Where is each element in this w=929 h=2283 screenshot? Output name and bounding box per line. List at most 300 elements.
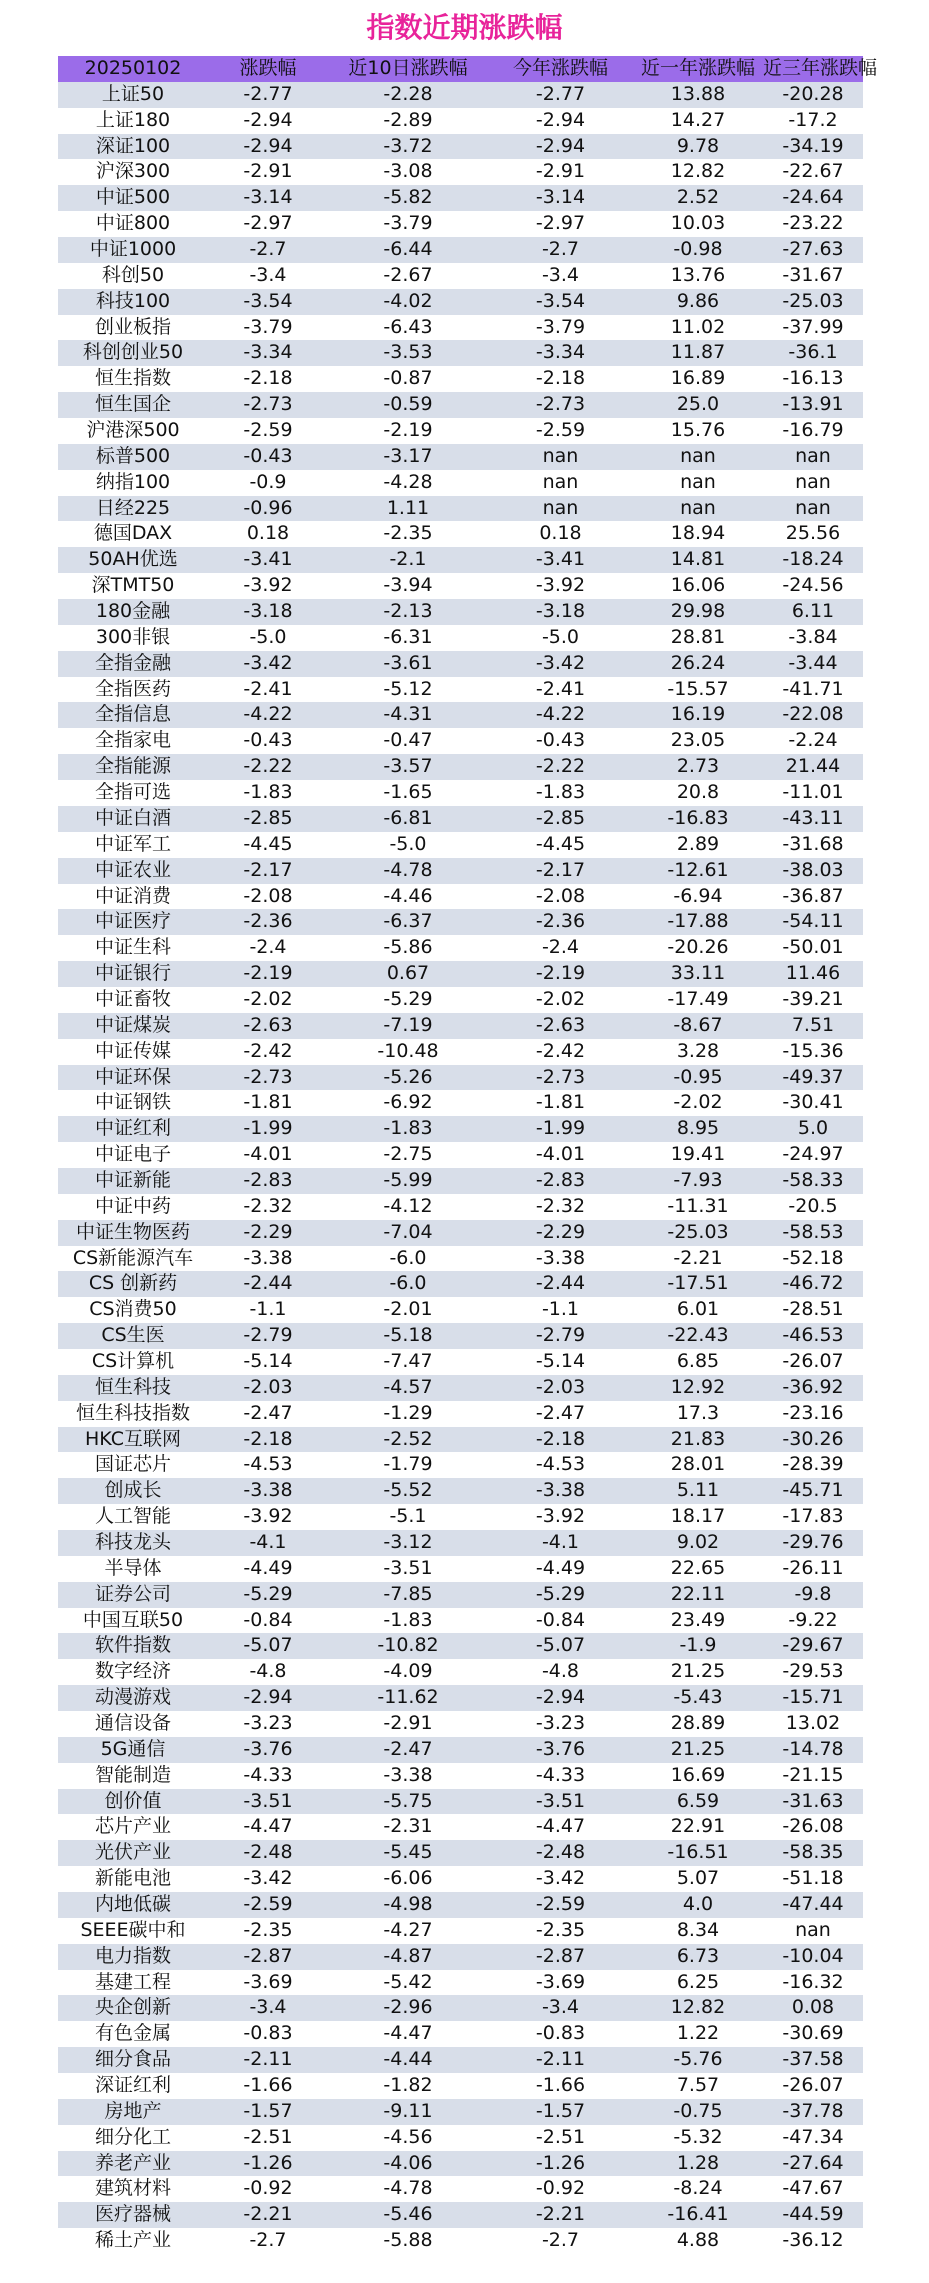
value-cell: -2.96 [383, 1996, 433, 2019]
value-cell: nan [542, 496, 579, 519]
value-cell: -5.0 [389, 832, 427, 855]
table-row [58, 1737, 863, 1763]
value-cell: -0.9 [249, 470, 287, 493]
index-name-cell: 中证医疗 [94, 910, 171, 933]
table-row [58, 1297, 863, 1323]
index-name-cell: 数字经济 [94, 1660, 171, 1683]
value-cell: -0.43 [243, 729, 293, 752]
value-cell: -1.26 [535, 2151, 586, 2174]
value-cell: nan [795, 1918, 831, 1941]
value-cell: -2.47 [243, 1401, 293, 1424]
value-cell: -2.87 [243, 1944, 293, 1967]
index-name-cell: 人工智能 [94, 1505, 171, 1528]
value-cell: -3.34 [243, 341, 293, 364]
value-cell: -0.47 [383, 729, 433, 752]
value-cell: -2.73 [535, 1065, 586, 1088]
value-cell: -2.48 [535, 1841, 586, 1864]
value-cell: -36.92 [782, 1375, 844, 1398]
index-name-cell: 中证军工 [94, 832, 171, 855]
value-cell: nan [680, 470, 716, 493]
value-cell: 0.18 [539, 522, 582, 545]
value-cell: -5.75 [383, 1789, 433, 1812]
value-cell: -43.11 [782, 806, 844, 829]
value-cell: -2.94 [243, 108, 293, 131]
value-cell: -1.66 [243, 2074, 293, 2097]
index-name-cell: 中证消费 [94, 884, 171, 907]
value-cell: -54.11 [782, 910, 844, 933]
value-cell: -3.53 [383, 341, 433, 364]
value-cell: -2.36 [535, 910, 586, 933]
value-cell: 10.03 [670, 212, 726, 235]
value-cell: -2.47 [383, 1737, 433, 1760]
value-cell: -3.76 [243, 1737, 293, 1760]
value-cell: -3.4 [249, 1996, 287, 2019]
value-cell: -4.12 [383, 1194, 433, 1217]
value-cell: 21.44 [785, 755, 841, 778]
value-cell: -2.36 [243, 910, 293, 933]
value-cell: -4.98 [383, 1893, 433, 1916]
value-cell: nan [680, 444, 716, 467]
table-row [58, 987, 863, 1013]
value-cell: -2.77 [535, 82, 586, 105]
value-cell: -1.83 [535, 781, 586, 804]
value-cell: -2.67 [383, 263, 433, 286]
value-cell: -2.85 [243, 806, 293, 829]
index-name-cell: 沪港深500 [86, 419, 180, 442]
value-cell: -27.64 [782, 2151, 844, 2174]
index-name-cell: 中国互联50 [82, 1608, 184, 1631]
value-cell: -3.54 [535, 289, 586, 312]
value-cell: -22.67 [782, 160, 844, 183]
index-name-cell: 通信设备 [94, 1712, 171, 1734]
value-cell: 6.73 [676, 1944, 720, 1967]
table-row [58, 1168, 863, 1194]
value-cell: 28.89 [670, 1712, 726, 1734]
value-cell: -7.93 [673, 1168, 723, 1191]
value-cell: -1.83 [383, 1117, 433, 1140]
table-row [58, 1323, 863, 1349]
value-cell: -2.59 [535, 1893, 586, 1916]
index-name-cell: 中证中药 [94, 1194, 171, 1217]
value-cell: -3.17 [383, 444, 433, 467]
value-cell: -2.97 [535, 212, 586, 235]
value-cell: -4.33 [535, 1763, 586, 1786]
value-cell: -2.22 [243, 755, 293, 778]
index-name-cell: CS新能源汽车 [72, 1246, 194, 1269]
value-cell: -1.81 [535, 1091, 586, 1114]
index-name-cell: CS计算机 [91, 1349, 175, 1372]
value-cell: 5.0 [797, 1117, 829, 1140]
value-cell: 21.25 [670, 1660, 726, 1683]
table-row [58, 935, 863, 961]
value-cell: -51.18 [782, 1867, 844, 1890]
value-cell: -2.79 [535, 1324, 586, 1347]
value-cell: -2.94 [535, 108, 586, 131]
value-cell: -6.37 [383, 910, 433, 933]
value-cell: 25.56 [785, 522, 841, 545]
table-row [58, 547, 863, 573]
column-header: 近10日涨跌幅 [348, 57, 468, 79]
index-name-cell: 全指可选 [94, 781, 171, 804]
value-cell: -8.67 [673, 1013, 723, 1036]
value-cell: -41.71 [782, 677, 844, 700]
value-cell: -25.03 [667, 1220, 729, 1243]
index-name-cell: 科创创业50 [82, 341, 184, 364]
table-row [58, 1349, 863, 1375]
index-name-cell: 电力指数 [94, 1944, 171, 1967]
value-cell: -0.98 [673, 238, 723, 261]
value-cell: -39.21 [782, 987, 844, 1010]
value-cell: -1.83 [383, 1608, 433, 1631]
table-row [58, 651, 863, 677]
index-name-cell: CS生医 [101, 1324, 165, 1347]
value-cell: -2.31 [383, 1815, 433, 1838]
value-cell: -3.44 [788, 651, 838, 674]
value-cell: -2.7 [541, 238, 580, 261]
value-cell: -2.02 [673, 1091, 723, 1114]
value-cell: 19.41 [670, 1143, 726, 1166]
table-row [58, 573, 863, 599]
table-row [58, 1970, 863, 1996]
value-cell: 11.46 [785, 962, 841, 985]
value-cell: -31.63 [782, 1789, 844, 1812]
value-cell: -6.0 [389, 1246, 427, 1269]
value-cell: -46.53 [782, 1324, 844, 1347]
index-name-cell: 稀土产业 [94, 2229, 171, 2252]
table-row [58, 2099, 863, 2125]
value-cell: -3.42 [535, 1867, 586, 1890]
table-row [58, 1039, 863, 1065]
index-name-cell: 中证新能 [94, 1168, 171, 1191]
index-name-cell: HKC互联网 [85, 1427, 181, 1450]
value-cell: -5.29 [535, 1582, 586, 1605]
value-cell: -3.72 [383, 134, 433, 157]
value-cell: -2.18 [535, 367, 586, 390]
value-cell: 17.3 [676, 1401, 720, 1424]
value-cell: -27.63 [782, 238, 844, 261]
value-cell: -58.53 [782, 1220, 844, 1243]
value-cell: -4.8 [541, 1660, 580, 1683]
value-cell: -36.12 [782, 2229, 844, 2252]
value-cell: -2.51 [243, 2125, 293, 2148]
index-name-cell: 房地产 [104, 2099, 162, 2122]
value-cell: 8.34 [676, 1918, 720, 1941]
value-cell: -24.64 [782, 186, 844, 209]
value-cell: 16.69 [670, 1763, 726, 1786]
value-cell: -26.07 [782, 1349, 844, 1372]
column-header: 今年涨跌幅 [512, 57, 608, 79]
value-cell: -5.14 [535, 1349, 586, 1372]
index-name-cell: 科创50 [101, 263, 165, 286]
value-cell: -20.5 [788, 1194, 838, 1217]
value-cell: -2.59 [535, 419, 586, 442]
value-cell: -5.88 [383, 2229, 433, 2252]
value-cell: -1.65 [383, 781, 433, 804]
value-cell: -6.94 [673, 884, 723, 907]
value-cell: 21.25 [670, 1737, 726, 1760]
value-cell: -2.83 [535, 1168, 586, 1191]
index-name-cell: 5G通信 [100, 1737, 166, 1760]
value-cell: 13.76 [670, 263, 726, 286]
value-cell: -49.37 [782, 1065, 844, 1088]
value-cell: -5.82 [383, 186, 433, 209]
value-cell: -2.13 [383, 600, 433, 623]
index-name-cell: 创业板指 [94, 315, 171, 338]
index-name-cell: 全指医药 [94, 677, 171, 700]
value-cell: -29.53 [782, 1660, 844, 1683]
value-cell: -3.12 [383, 1530, 433, 1553]
value-cell: -3.92 [243, 574, 293, 597]
value-cell: -3.41 [243, 548, 293, 571]
value-cell: -0.84 [243, 1608, 293, 1631]
value-cell: -2.47 [535, 1401, 586, 1424]
value-cell: -0.92 [535, 2177, 586, 2200]
value-cell: 16.19 [670, 703, 726, 726]
table-row [58, 1220, 863, 1246]
value-cell: -17.88 [667, 910, 729, 933]
table-row [58, 315, 863, 341]
value-cell: -2.73 [243, 1065, 293, 1088]
table-row [58, 909, 863, 935]
value-cell: -17.83 [782, 1505, 844, 1528]
value-cell: -2.42 [243, 1039, 293, 1062]
value-cell: -2.17 [535, 858, 586, 881]
value-cell: -2.21 [673, 1246, 723, 1269]
index-name-cell: 证券公司 [94, 1582, 171, 1605]
index-name-cell: 科技龙头 [94, 1530, 171, 1553]
value-cell: -2.41 [535, 677, 586, 700]
value-cell: -10.04 [782, 1944, 844, 1967]
table-row [58, 1944, 863, 1970]
value-cell: -6.0 [389, 1272, 427, 1295]
table-row [58, 1375, 863, 1401]
value-cell: -4.44 [383, 2048, 433, 2071]
table-row [58, 2021, 863, 2047]
value-cell: nan [795, 496, 831, 519]
value-cell: -2.41 [243, 677, 293, 700]
value-cell: 25.0 [676, 393, 720, 416]
table-row [58, 1246, 863, 1272]
value-cell: -5.26 [383, 1065, 433, 1088]
table-row [58, 858, 863, 884]
value-cell: -20.26 [667, 936, 729, 959]
value-cell: -1.29 [383, 1401, 433, 1424]
value-cell: -45.71 [782, 1479, 844, 1502]
table-row [58, 2073, 863, 2099]
value-cell: -2.18 [243, 367, 293, 390]
value-cell: -7.04 [383, 1220, 433, 1243]
index-name-cell: 纳指100 [95, 470, 171, 493]
value-cell: -2.63 [243, 1013, 293, 1036]
table-row [58, 185, 863, 211]
table-row [58, 2151, 863, 2177]
table-row [58, 1013, 863, 1039]
value-cell: -9.8 [794, 1582, 832, 1605]
value-cell: -23.22 [782, 212, 844, 235]
value-cell: -1.26 [243, 2151, 293, 2174]
value-cell: -2.03 [243, 1375, 293, 1398]
value-cell: 22.11 [670, 1582, 726, 1605]
value-cell: -28.39 [782, 1453, 844, 1476]
value-cell: -4.27 [383, 1918, 433, 1941]
table-row [58, 806, 863, 832]
value-cell: -4.01 [243, 1143, 293, 1166]
value-cell: -2.1 [389, 548, 427, 571]
table-row [58, 1582, 863, 1608]
table-row [58, 1271, 863, 1297]
value-cell: 12.92 [670, 1375, 726, 1398]
value-cell: -26.11 [782, 1556, 844, 1579]
value-cell: -1.66 [535, 2074, 586, 2097]
value-cell: -2.18 [535, 1427, 586, 1450]
value-cell: -2.02 [535, 987, 586, 1010]
table-row [58, 2047, 863, 2073]
index-name-cell: 恒生国企 [94, 393, 171, 416]
value-cell: -12.61 [667, 858, 729, 881]
table-row [58, 1633, 863, 1659]
index-name-cell: 中证500 [95, 186, 171, 209]
value-cell: -3.08 [383, 160, 433, 183]
value-cell: 6.01 [676, 1298, 720, 1321]
index-name-cell: 软件指数 [94, 1634, 171, 1657]
index-name-cell: 新能电池 [94, 1867, 171, 1890]
value-cell: -2.19 [243, 962, 293, 985]
value-cell: -5.45 [383, 1841, 433, 1864]
value-cell: -5.86 [383, 936, 433, 959]
value-cell: -4.49 [535, 1556, 586, 1579]
value-cell: -3.54 [243, 289, 293, 312]
value-cell: -23.16 [782, 1401, 844, 1424]
index-name-cell: 中证传媒 [94, 1039, 171, 1062]
table-row [58, 1530, 863, 1556]
table-body [58, 82, 863, 2254]
value-cell: -2.02 [243, 987, 293, 1010]
value-cell: -3.18 [243, 600, 293, 623]
value-cell: -2.01 [383, 1298, 433, 1321]
value-cell: -2.48 [243, 1841, 293, 1864]
value-cell: 9.78 [676, 134, 720, 157]
value-cell: 2.52 [676, 186, 720, 209]
value-cell: 5.07 [676, 1867, 720, 1890]
value-cell: -22.08 [782, 703, 844, 726]
value-cell: -6.81 [383, 806, 433, 829]
index-name-cell: 德国DAX [93, 522, 173, 545]
value-cell: 28.01 [670, 1453, 726, 1476]
table-row [58, 521, 863, 547]
value-cell: -7.19 [383, 1013, 433, 1036]
value-cell: 22.91 [670, 1815, 726, 1838]
table-row [58, 1194, 863, 1220]
table-row [58, 1789, 863, 1815]
value-cell: -29.76 [782, 1530, 844, 1553]
table-header-row [58, 56, 878, 82]
value-cell: -58.35 [782, 1841, 844, 1864]
index-name-cell: 基建工程 [94, 1970, 171, 1993]
value-cell: -16.13 [782, 367, 844, 390]
value-cell: -1.81 [243, 1091, 293, 1114]
value-cell: -24.56 [782, 574, 844, 597]
index-name-cell: 智能制造 [94, 1763, 171, 1786]
index-name-cell: 沪深300 [95, 160, 171, 183]
value-cell: 11.87 [670, 341, 726, 364]
index-name-cell: 中证800 [95, 212, 171, 235]
value-cell: -58.33 [782, 1168, 844, 1191]
table-row [58, 2125, 863, 2151]
value-cell: 18.17 [670, 1505, 726, 1528]
table-row [58, 677, 863, 703]
index-name-cell: 全指家电 [94, 729, 171, 752]
value-cell: -2.94 [243, 1686, 293, 1709]
index-name-cell: 中证生物医药 [75, 1220, 190, 1243]
table-row [58, 1556, 863, 1582]
value-cell: 8.95 [676, 1117, 720, 1140]
index-name-cell: 创成长 [104, 1479, 162, 1502]
value-cell: -2.73 [535, 393, 586, 416]
value-cell: -26.07 [782, 2074, 844, 2097]
value-cell: -2.7 [541, 2229, 580, 2252]
value-cell: -3.92 [535, 1505, 586, 1528]
table-row [58, 108, 863, 134]
value-cell: -3.23 [535, 1712, 586, 1734]
table-row [58, 728, 863, 754]
value-cell: -2.24 [788, 729, 838, 752]
value-cell: -15.36 [782, 1039, 844, 1062]
index-name-cell: SEEE碳中和 [80, 1918, 186, 1941]
value-cell: -4.09 [383, 1660, 433, 1683]
index-name-cell: 细分化工 [94, 2125, 171, 2148]
value-cell: -5.29 [383, 987, 433, 1010]
value-cell: -3.38 [243, 1479, 293, 1502]
value-cell: -2.4 [541, 936, 580, 959]
value-cell: -2.51 [535, 2125, 586, 2148]
index-name-cell: 创价值 [104, 1789, 162, 1812]
table-row [58, 366, 863, 392]
value-cell: -4.1 [541, 1530, 580, 1553]
value-cell: 6.59 [676, 1789, 720, 1812]
value-cell: -0.92 [243, 2177, 293, 2200]
index-name-cell: 中证白酒 [94, 806, 171, 829]
value-cell: -4.01 [535, 1143, 586, 1166]
value-cell: -25.03 [782, 289, 844, 312]
value-cell: -4.56 [383, 2125, 433, 2148]
value-cell: -3.38 [383, 1763, 433, 1786]
value-cell: -29.67 [782, 1634, 844, 1657]
value-cell: -1.83 [243, 781, 293, 804]
value-cell: 3.28 [676, 1039, 720, 1062]
value-cell: -4.31 [383, 703, 433, 726]
table-row [58, 754, 863, 780]
table-row [58, 1142, 863, 1168]
value-cell: -2.91 [535, 160, 586, 183]
index-name-cell: 中证畜牧 [94, 987, 171, 1010]
value-cell: -5.52 [383, 1479, 433, 1502]
value-cell: -2.79 [243, 1324, 293, 1347]
value-cell: -37.99 [782, 315, 844, 338]
value-cell: -3.23 [243, 1712, 293, 1734]
value-cell: 2.73 [676, 755, 720, 778]
value-cell: -9.11 [383, 2099, 433, 2122]
table-row [58, 82, 863, 108]
value-cell: -1.1 [541, 1298, 580, 1321]
index-name-cell: 细分食品 [94, 2048, 171, 2071]
table-row [58, 832, 863, 858]
value-cell: -4.33 [243, 1763, 293, 1786]
value-cell: 13.88 [670, 82, 726, 105]
value-cell: -2.94 [535, 134, 586, 157]
value-cell: -5.99 [383, 1168, 433, 1191]
value-cell: -5.12 [383, 677, 433, 700]
index-name-cell: 医疗器械 [94, 2203, 171, 2226]
